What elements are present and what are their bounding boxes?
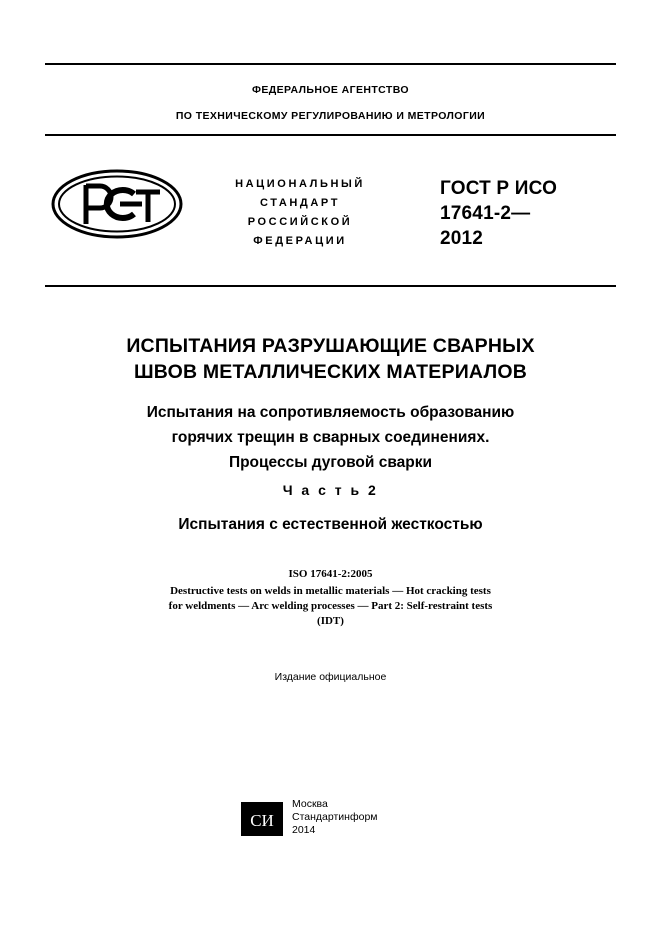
part-label: Ч а с т ь 2 [282, 482, 379, 498]
standard-code-line-2: 17641-2— [440, 203, 531, 224]
standartinform-logo-icon [240, 801, 284, 837]
national-standard-line-4: ФЕДЕРАЦИИ [253, 235, 347, 247]
publisher-block [230, 798, 460, 858]
iso-reference-idt: (IDT) [317, 615, 344, 627]
standard-code-line-3: 2012 [440, 228, 484, 249]
iso-reference-english-line-2: for weldments — Arc welding processes — Part 2: Self-restraint tests [168, 600, 493, 612]
national-standard-line-1: НАЦИОНАЛЬНЫЙ [235, 178, 365, 190]
publisher-text [292, 798, 452, 837]
agency-line-2: ПО ТЕХНИЧЕСКОМУ РЕГУЛИРОВАНИЮ И МЕТРОЛОГИИ [175, 110, 486, 122]
standard-code-line-1: ГОСТ Р ИСО [440, 178, 558, 199]
page-subtitle [75, 400, 586, 475]
publisher-name: Стандартинформ [292, 811, 378, 823]
page-title-line-2: ШВОВ МЕТАЛЛИЧЕСКИХ МАТЕРИАЛОВ [134, 361, 527, 383]
publisher-city: Москва [292, 798, 328, 810]
publisher-year: 2014 [292, 824, 316, 836]
agency-line-1: ФЕДЕРАЛЬНОЕ АГЕНТСТВО [252, 84, 409, 96]
national-standard-label [190, 175, 410, 251]
iso-reference-block [70, 567, 591, 629]
part-title: Испытания с естественной жесткостью [178, 516, 483, 533]
gost-rst-emblem-icon [50, 168, 185, 240]
svg-text:СИ: СИ [250, 811, 274, 830]
page-subtitle-line-3: Процессы дуговой сварки [228, 454, 433, 471]
header-rule-middle [45, 134, 616, 136]
page-title-line-1: ИСПЫТАНИЯ РАЗРУШАЮЩИЕ СВАРНЫХ [126, 335, 535, 357]
national-standard-line-2: СТАНДАРТ [259, 197, 341, 209]
official-edition-note: Издание официальное [274, 671, 387, 683]
iso-reference-english-line-1: Destructive tests on welds in metallic materials — Hot cracking tests [170, 585, 491, 597]
standard-code [440, 176, 640, 251]
header-rule-bottom [45, 285, 616, 287]
page-title [55, 333, 606, 385]
agency-block [45, 80, 616, 126]
iso-reference-id: ISO 17641-2:2005 [288, 568, 373, 580]
page-subtitle-line-2: горячих трещин в сварных соединениях. [171, 429, 490, 446]
national-standard-line-3: РОССИЙСКОЙ [247, 216, 353, 228]
header-rule-top [45, 63, 616, 65]
page-subtitle-line-1: Испытания на сопротивляемость образованию [146, 404, 515, 421]
